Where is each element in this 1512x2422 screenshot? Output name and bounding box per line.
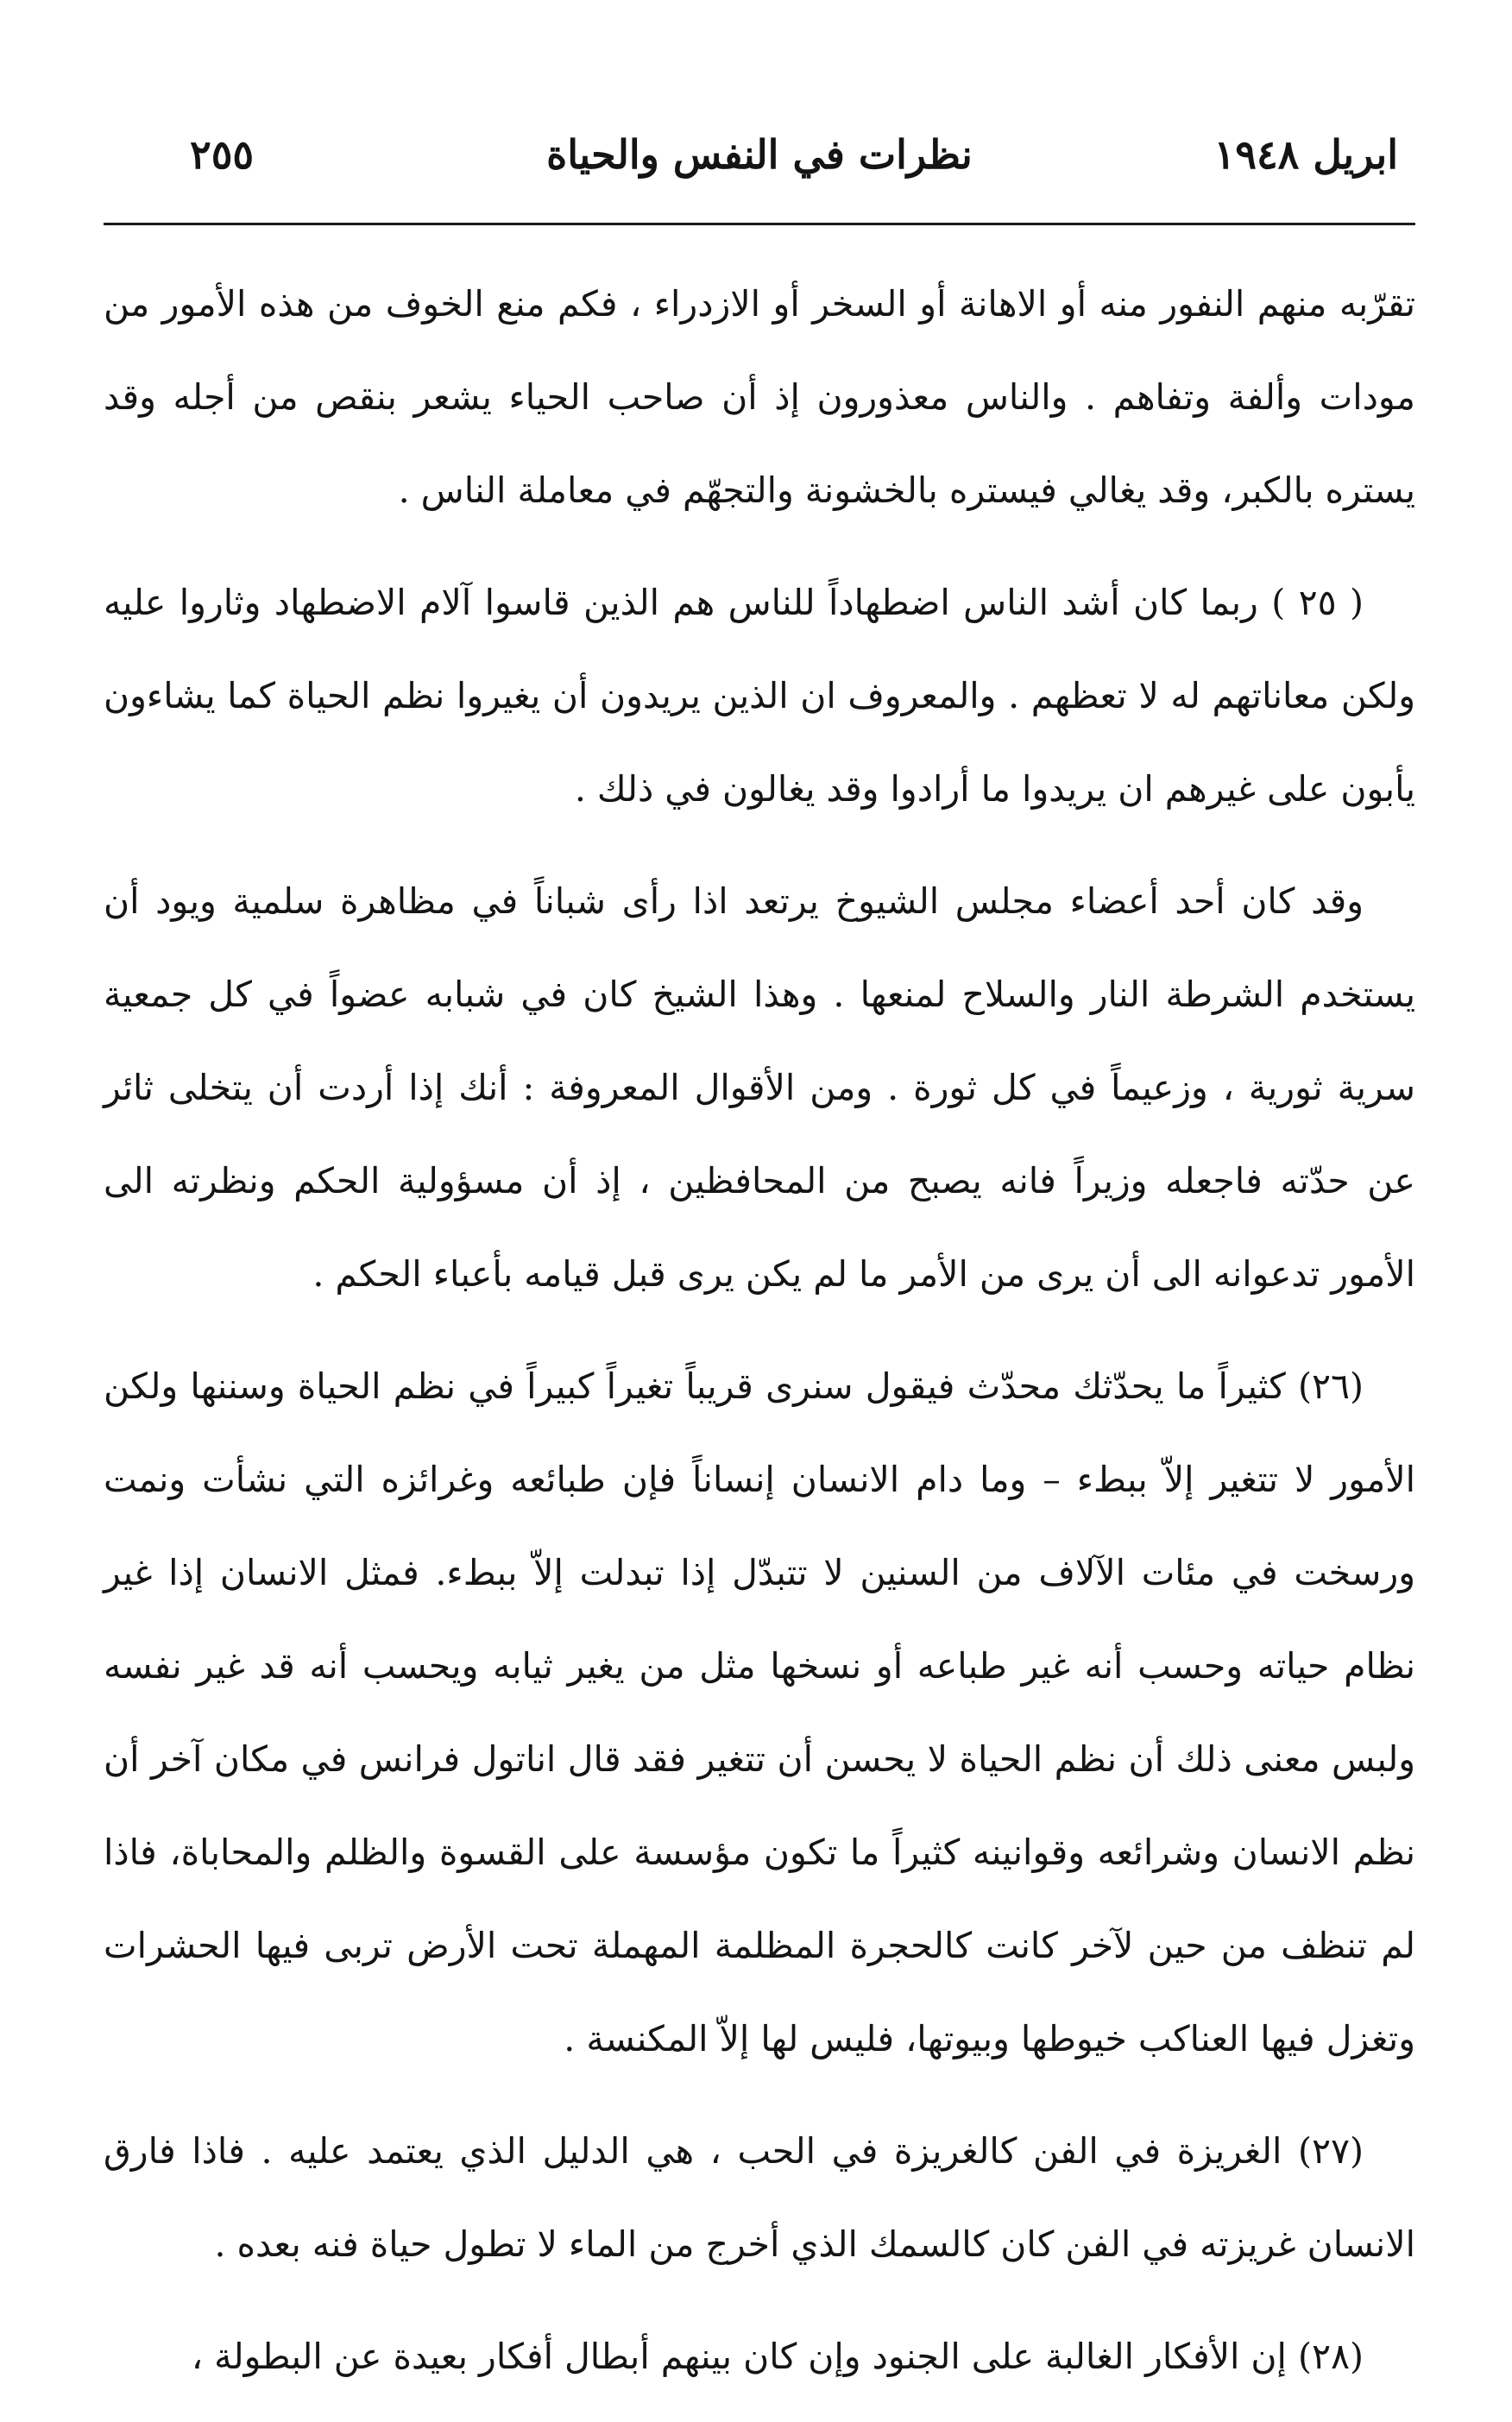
document-page xyxy=(104,121,1416,2377)
header-rule xyxy=(104,223,1415,225)
paragraph-28: (٢٨) إن الأفكار الغالبة على الجنود وإن كان بينهم أبطال أفكار بعيدة عن البطولة ، xyxy=(191,2336,1364,2377)
body-text xyxy=(104,257,1415,2422)
paragraph-26: (٢٦) كثيراً ما يحدّثك محدّث فيقول سنرى قريباً تغيراً كبيراً في نظم الحياة وسننها ولكن الأمور لا تتغير إلاّ ببطء – وما دام الانسان إنساناً فإن طبائعه وغرائزه التي نشأت ونمت ورسخت في مئات الآلاف من السنين لا تتبدّل إذا تبدلت إلاّ ببطء. فمثل الانسان إذا غير نظام حياته وحسب أنه غير طباعه أو نسخها مثل من يغير ثيابه ويحسب أنه قد غير نفسه ولبس معنى ذلك أن نظم الحياة لا يحسن أن تتغير فقد قال اناتول فرانس في مكان آخر أن نظم الانسان وشرائعه وقوانينه كثيراً ما تكون مؤسسة على القسوة والظلم والمحاباة، فاذا لم تنظف من حين لآخر كانت كالحجرة المظلمة المهملة تحت الأرض تربى فيها الحشرات وتغزل فيها العناكب خيوطها وبيوتها، فليس لها إلاّ المكنسة . xyxy=(104,1366,1415,2059)
header-title: نظرات في النفس والحياة xyxy=(546,131,973,178)
paragraph-25: ( ٢٥ ) ربما كان أشد الناس اضطهاداً للناس هم الذين قاسوا آلام الاضطهاد وثاروا عليه ولكن معاناتهم له لا تعظهم . والمعروف ان الذين يريدون أن يغيروا نظم الحياة كما يشاءون يأبون على غيرهم ان يريدوا ما أرادوا وقد يغالون في ذلك . xyxy=(104,582,1415,810)
page-header xyxy=(104,121,1415,190)
paragraph-27: (٢٧) الغريزة في الفن كالغريزة في الحب ، هي الدليل الذي يعتمد عليه . فاذا فارق الانسان غريزته في الفن كان كالسمك الذي أخرج من الماء لا تطول حياة فنه بعده . xyxy=(104,2130,1415,2265)
paragraph-senator: وقد كان أحد أعضاء مجلس الشيوخ يرتعد اذا رأى شباناً في مظاهرة سلمية ويود أن يستخدم الشرطة النار والسلاح لمنعها . وهذا الشيخ كان في شبابه عضواً في كل جمعية سرية ثورية ، وزعيماً في كل ثورة . ومن الأقوال المعروفة : أنك إذا أردت أن يتخلى ثائر عن حدّته فاجعله وزيراً فانه يصبح من المحافظين ، إذ أن مسؤولية الحكم ونظرته الى الأمور تدعوانه الى أن يرى من الأمر ما لم يكن يرى قبل قيامه بأعباء الحكم . xyxy=(104,880,1416,1295)
header-date: ابريل ١٩٤٨ xyxy=(1213,131,1398,178)
paragraph-continuation: تقرّبه منهم النفور منه أو الاهانة أو السخر أو الازدراء ، فكم منع الخوف من هذه الأمور من مودات وألفة وتفاهم . والناس معذورون إذ أن صاحب الحياء يشعر بنقص من أجله وقد يستره بالكبر، وقد يغالي فيستره بالخشونة والتجهّم في معاملة الناس . xyxy=(104,283,1415,511)
header-page-number: ٢٥٥ xyxy=(190,131,255,178)
